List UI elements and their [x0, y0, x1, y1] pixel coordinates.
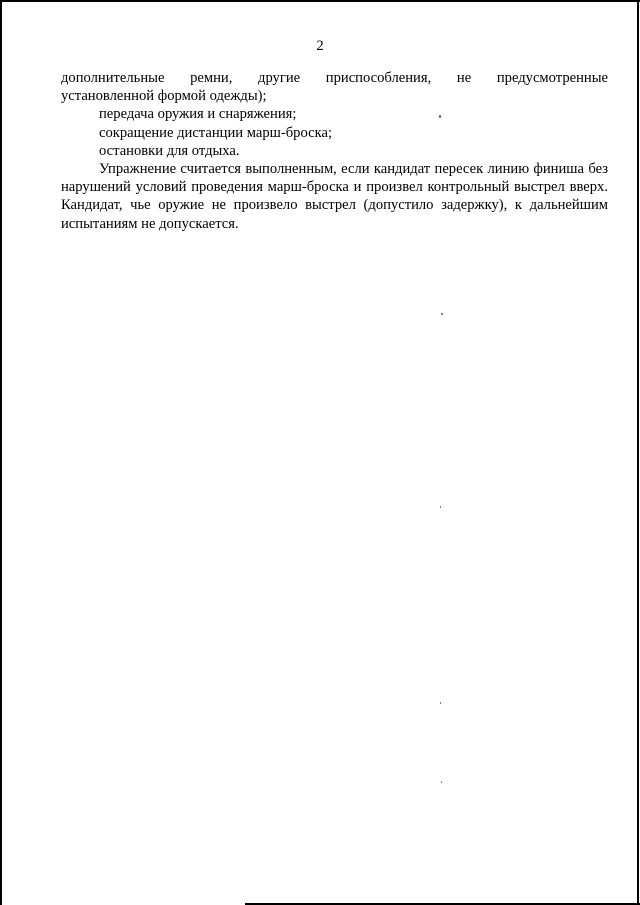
scan-speck	[441, 781, 442, 783]
scan-speck	[440, 702, 441, 704]
scan-speck	[440, 506, 441, 508]
right-border	[637, 0, 639, 905]
scan-speck	[441, 313, 443, 315]
paragraph-item-stops: остановки для отдыха.	[99, 142, 240, 159]
page-number: 2	[316, 38, 324, 54]
paragraph-item-shortening: сокращение дистанции марш-броска;	[99, 124, 333, 141]
left-border	[0, 0, 2, 905]
document-body	[61, 69, 608, 233]
paragraph-completion-condition: Упражнение считается выполненным, если кандидат пересек линию финиша без нарушений условий проведения марш-броска и произвел контрольный выстрел вверх. Кандидат, чье оружие не произвело выстрел (допустило задержку), к дальнейшим испытаниям не допускается.	[61, 161, 608, 232]
scan-speck	[439, 115, 441, 118]
paragraph-item-transfer: передача оружия и снаряжения;	[99, 106, 297, 123]
top-border	[0, 0, 640, 2]
paragraph-continuation-first-line: дополнительные ремни, другие приспособления, не предусмотренные	[61, 70, 608, 86]
paragraph-continuation-rest: установленной формой одежды);	[61, 88, 267, 105]
